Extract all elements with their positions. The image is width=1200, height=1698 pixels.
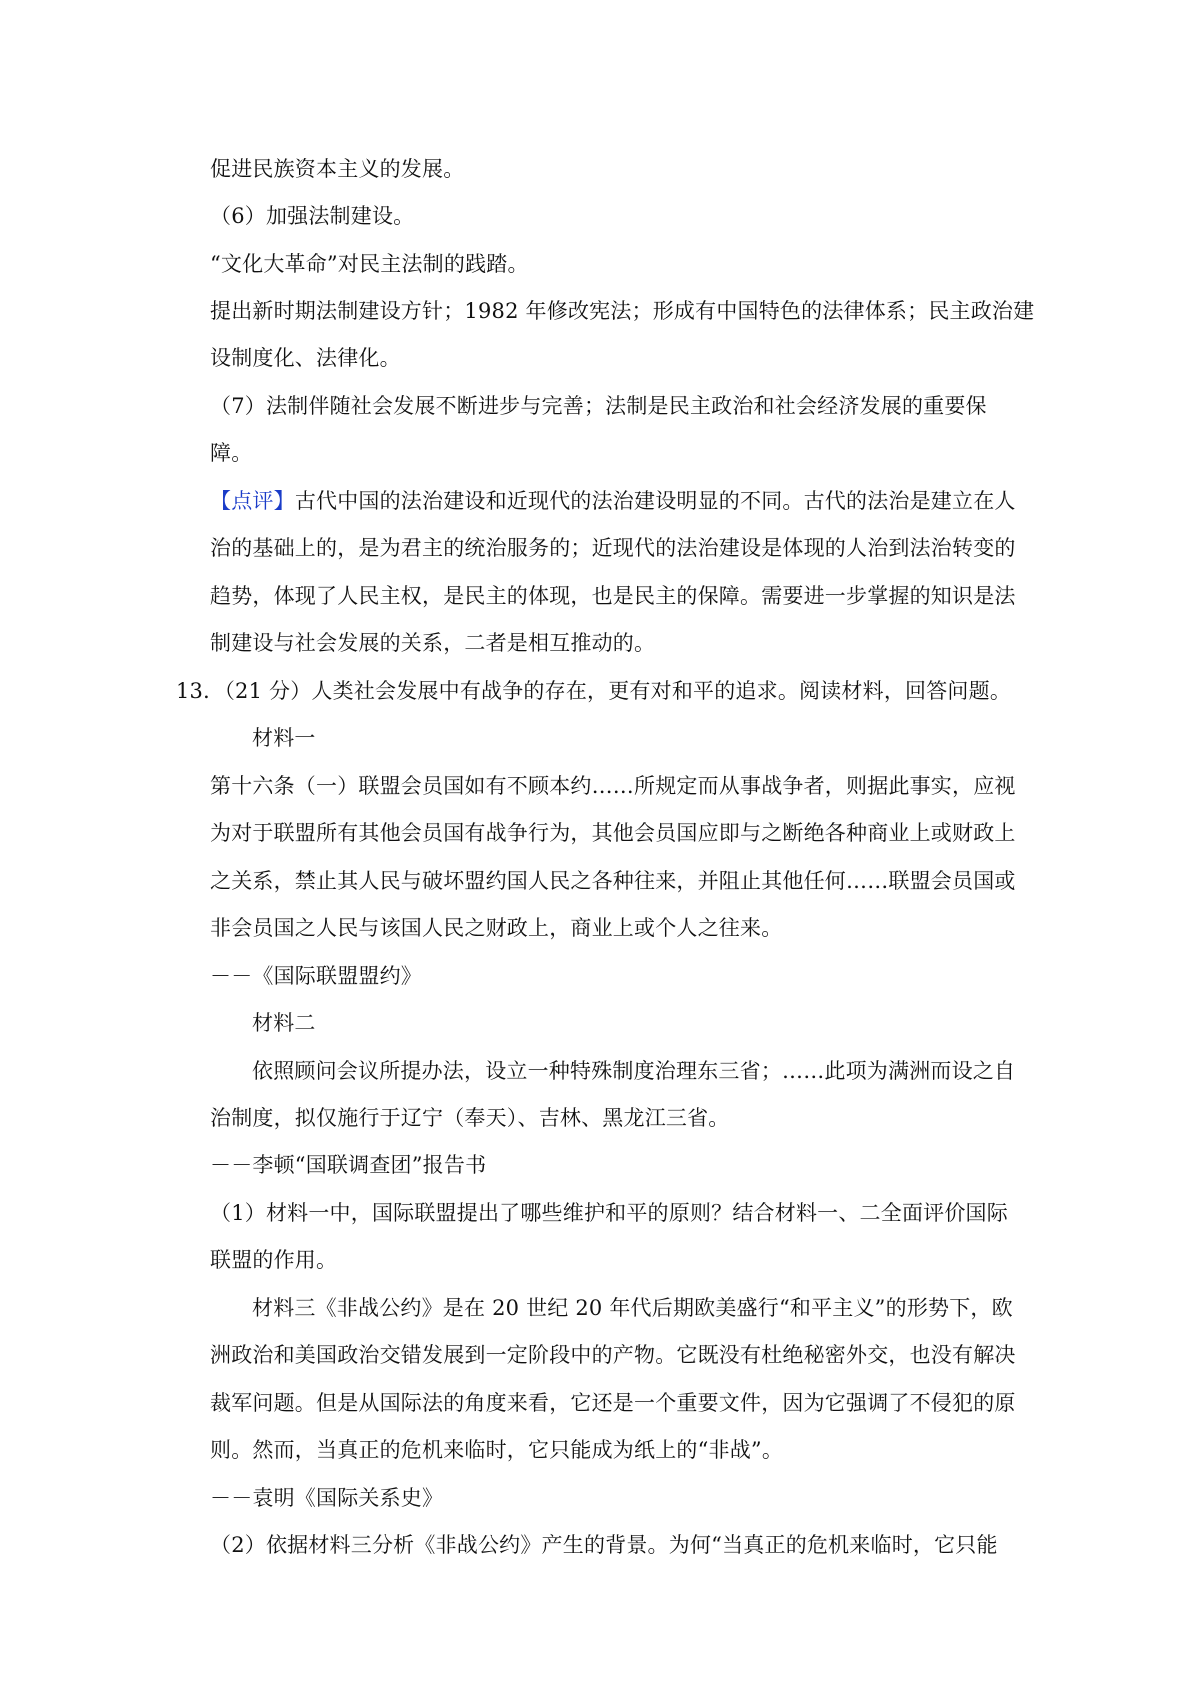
source-line: －－《国际联盟盟约》 bbox=[210, 964, 422, 988]
text-line: 之关系，禁止其人民与破坏盟约国人民之各种往来，并阻止其他任何……联盟会员国或 bbox=[210, 869, 1016, 893]
text-line: （7）法制伴随社会发展不断进步与完善；法制是民主政治和社会经济发展的重要保 bbox=[210, 394, 987, 418]
text-line: 为对于联盟所有其他会员国有战争行为，其他会员国应即与之断绝各种商业上或财政上 bbox=[210, 821, 1016, 845]
source-line: －－李顿“国联调查团”报告书 bbox=[210, 1153, 487, 1177]
material-1-heading: 材料一 bbox=[252, 726, 316, 750]
text-line: “文化大革命”对民主法制的践踏。 bbox=[210, 252, 529, 276]
subquestion-1: （1）材料一中，国际联盟提出了哪些维护和平的原则？结合材料一、二全面评价国际 bbox=[210, 1201, 1008, 1225]
comment-line bbox=[210, 486, 1016, 516]
subquestion-2: （2）依据材料三分析《非战公约》产生的背景。为何“当真正的危机来临时，它只能 bbox=[210, 1533, 998, 1557]
text-line: 依照顾问会议所提办法，设立一种特殊制度治理东三省；……此项为满洲而设之自 bbox=[252, 1059, 1016, 1083]
material-3-text: 材料三《非战公约》是在 20 世纪 20 年代后期欧美盛行“和平主义”的形势下，欧 bbox=[252, 1296, 1013, 1320]
source-line: －－袁明《国际关系史》 bbox=[210, 1486, 444, 1510]
text-line: 第十六条（一）联盟会员国如有不顾本约……所规定而从事战争者，则据此事实，应视 bbox=[210, 774, 1016, 798]
text-line: 裁军问题。但是从国际法的角度来看，它还是一个重要文件，因为它强调了不侵犯的原 bbox=[210, 1391, 1016, 1415]
text-line: 促进民族资本主义的发展。 bbox=[210, 157, 465, 181]
text-line: 非会员国之人民与该国人民之财政上，商业上或个人之往来。 bbox=[210, 916, 783, 940]
text-line: 制建设与社会发展的关系，二者是相互推动的。 bbox=[210, 631, 656, 655]
text-line: （6）加强法制建设。 bbox=[210, 204, 415, 228]
text-line: 趋势，体现了人民主权，是民主的体现，也是民主的保障。需要进一步掌握的知识是法 bbox=[210, 584, 1016, 608]
comment-text: 古代中国的法治建设和近现代的法治建设明显的不同。古代的法治是建立在人 bbox=[294, 489, 1016, 513]
text-line: 治制度，拟仅施行于辽宁（奉天）、吉林、黑龙江三省。 bbox=[210, 1106, 730, 1130]
comment-label: 【点评】 bbox=[210, 489, 295, 513]
text-line: 障。 bbox=[210, 441, 253, 465]
text-line: 设制度化、法律化。 bbox=[210, 346, 401, 370]
text-line: 提出新时期法制建设方针；1982 年修改宪法；形成有中国特色的法律体系；民主政治建 bbox=[210, 299, 1035, 323]
text-line: 则。然而，当真正的危机来临时，它只能成为纸上的“非战”。 bbox=[210, 1438, 784, 1462]
text-line: 洲政治和美国政治交错发展到一定阶段中的产物。它既没有杜绝秘密外交，也没有解决 bbox=[210, 1343, 1016, 1367]
text-line: 联盟的作用。 bbox=[210, 1248, 338, 1272]
text-line: 治的基础上的，是为君主的统治服务的；近现代的法治建设是体现的人治到法治转变的 bbox=[210, 536, 1016, 560]
material-2-heading: 材料二 bbox=[252, 1011, 316, 1035]
question-13-title: 13．（21 分）人类社会发展中有战争的存在，更有对和平的追求。阅读材料，回答问题。 bbox=[176, 679, 1012, 703]
